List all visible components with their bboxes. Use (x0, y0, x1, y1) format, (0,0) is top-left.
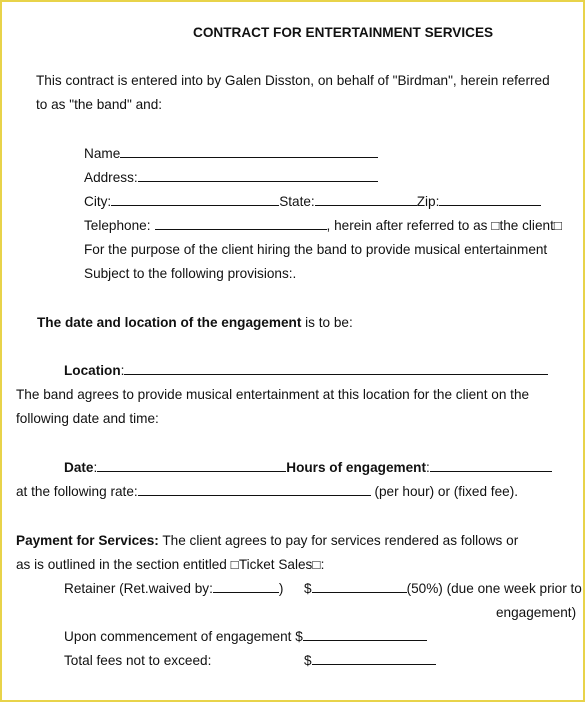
retainer-waived-blank[interactable] (213, 581, 279, 593)
retainer-amount-blank[interactable] (312, 581, 407, 593)
retainer-row (64, 581, 283, 597)
city-state-zip-row (84, 194, 541, 210)
location-colon: : (120, 363, 125, 378)
city-blank[interactable] (111, 194, 279, 206)
total-dollar: $ (304, 653, 312, 668)
telephone-blank[interactable] (155, 218, 327, 230)
total-row-label: Total fees not to exceed: (64, 653, 212, 668)
date-colon: : (93, 460, 98, 475)
payment-heading-rest: The client agrees to pay for services rendered as follows or (158, 533, 519, 548)
telephone-field (84, 218, 562, 234)
total-blank[interactable] (312, 653, 436, 665)
engagement-heading-rest: is to be: (301, 315, 353, 330)
retainer-dollar: $ (304, 581, 312, 596)
payment-heading (16, 533, 518, 549)
client-suffix: , herein after referred to as □the client□ (326, 218, 563, 233)
rate-prefix: at the following rate: (16, 484, 138, 499)
state-label: State: (279, 194, 315, 209)
retainer-suffix-2: engagement) (496, 605, 577, 620)
name-field (84, 146, 378, 162)
telephone-label: Telephone: (84, 218, 151, 233)
name-blank[interactable] (120, 146, 378, 158)
total-amount (304, 653, 436, 669)
state-blank[interactable] (315, 194, 417, 206)
intro-line-1: This contract is entered into by Galen Disston, on behalf of "Birdman", herein referred (36, 73, 550, 88)
payment-heading-bold: Payment for Services: (16, 533, 159, 548)
date-blank[interactable] (97, 460, 286, 472)
retainer-label: Retainer (Ret.waived by: (64, 581, 213, 596)
zip-label: Zip: (416, 194, 440, 209)
commencement-label: Upon commencement of engagement $ (64, 629, 303, 644)
address-label: Address: (84, 170, 138, 185)
outline-line: as is outlined in the section entitled □Ticket Sales□: (16, 557, 325, 572)
agree-line-1: The band agrees to provide musical entertainment at this location for the client on the (16, 387, 530, 402)
zip-blank[interactable] (439, 194, 541, 206)
retainer-close: ) (278, 581, 284, 596)
purpose-line: For the purpose of the client hiring the band to provide musical entertainment (84, 242, 548, 257)
hours-label: Hours of engagement (286, 460, 426, 475)
rate-blank[interactable] (138, 484, 371, 496)
name-label: Name (84, 146, 121, 161)
retainer-suffix: (50%) (due one week prior to (406, 581, 582, 596)
location-field (64, 363, 548, 379)
address-blank[interactable] (138, 170, 378, 182)
commencement-row (64, 629, 427, 645)
date-hours-row (64, 460, 552, 476)
intro-line-2: to as "the band" and: (36, 97, 163, 112)
document-title: CONTRACT FOR ENTERTAINMENT SERVICES (193, 25, 494, 40)
rate-suffix: (per hour) or (fixed fee). (370, 484, 518, 499)
city-label: City: (84, 194, 112, 209)
hours-colon: : (425, 460, 430, 475)
date-label: Date (64, 460, 94, 475)
commencement-blank[interactable] (303, 629, 427, 641)
location-label: Location (64, 363, 121, 378)
location-blank[interactable] (124, 363, 548, 375)
retainer-amount (304, 581, 582, 597)
hours-blank[interactable] (430, 460, 552, 472)
engagement-heading-bold: The date and location of the engagement (37, 315, 302, 330)
provisions-line: Subject to the following provisions:. (84, 266, 297, 281)
address-field (84, 170, 378, 186)
rate-row (16, 484, 518, 500)
engagement-heading (37, 315, 353, 331)
agree-line-2: following date and time: (16, 411, 159, 426)
